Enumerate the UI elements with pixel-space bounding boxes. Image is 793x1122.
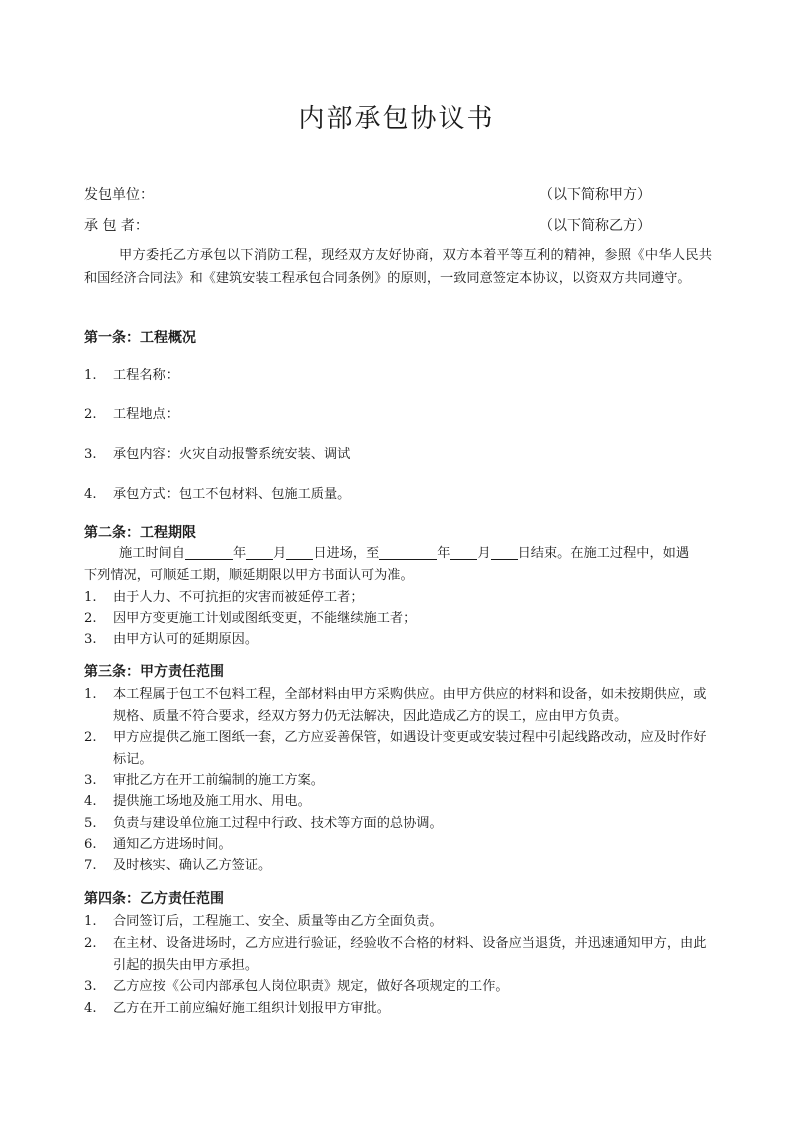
article3-item xyxy=(84,834,714,856)
article4-item xyxy=(84,998,714,1020)
item-number: 3. xyxy=(84,773,97,788)
article1-item xyxy=(84,444,714,465)
item-number: 6. xyxy=(84,837,97,852)
item-text: 承包方式：包工不包材料、包施工质量。 xyxy=(113,487,351,502)
contractor-line xyxy=(84,184,664,204)
article3-item xyxy=(84,791,714,813)
start-month-blank[interactable] xyxy=(246,545,273,560)
article3-item xyxy=(84,855,714,877)
article2-item xyxy=(84,629,714,651)
item-number: 3. xyxy=(84,979,97,994)
article1-item xyxy=(84,484,714,505)
article1-item xyxy=(84,365,714,386)
item-text: 通知乙方进场时间。 xyxy=(113,837,232,852)
item-text: 在主材、设备进场时，乙方应进行验证，经验收不合格的材料、设备应当退货，并迅速通知甲方，由此引起的损失由甲方承担。 xyxy=(113,936,707,973)
item-text: 本工程属于包工不包料工程，全部材料由甲方采购供应。由甲方供应的材料和设备，如未按期供应，或规格、质量不符合要求，经双方努力仍无法解决，因此造成乙方的误工，应由甲方负责。 xyxy=(113,687,707,724)
article4-item xyxy=(84,976,714,998)
article3-item xyxy=(84,770,714,792)
article3-item xyxy=(84,727,714,770)
item-number: 3. xyxy=(84,447,97,462)
enter-day-text: 日进场，至 xyxy=(313,546,380,561)
item-text: 提供施工场地及施工用水、用电。 xyxy=(113,794,311,809)
article3-heading: 第三条：甲方责任范围 xyxy=(84,664,224,680)
item-text: 负责与建设单位施工过程中行政、技术等方面的总协调。 xyxy=(113,816,443,831)
item-text: 由于人力、不可抗拒的灾害而被延停工者； xyxy=(113,590,364,605)
article2-time-line xyxy=(84,543,714,565)
item-text: 工程地点： xyxy=(113,407,179,422)
item-number: 1. xyxy=(84,914,97,929)
item-text: 及时核实、确认乙方签证。 xyxy=(113,858,272,873)
end-day-text: 日结束。在施工过程中，如遇 xyxy=(517,546,690,561)
item-text: 甲方应提供乙施工图纸一套，乙方应妥善保管，如遇设计变更或安装过程中引起线路改动，应及时作好标记。 xyxy=(113,730,707,767)
item-text: 乙方应按《公司内部承包人岗位职责》规定，做好各项规定的工作。 xyxy=(113,979,509,994)
article1-item xyxy=(84,404,714,425)
article4-heading: 第四条：乙方责任范围 xyxy=(84,891,224,907)
start-year-blank[interactable] xyxy=(185,545,233,560)
contractor-note: （以下简称甲方） xyxy=(539,187,651,203)
item-text: 因甲方变更施工计划或图纸变更，不能继续施工者； xyxy=(113,611,417,626)
end-month-blank[interactable] xyxy=(450,545,477,560)
item-number: 2. xyxy=(84,936,97,951)
month-text: 月 xyxy=(477,546,491,561)
item-number: 1. xyxy=(84,590,97,605)
item-number: 1. xyxy=(84,687,97,702)
article2-continuation: 下列情况，可顺延工期，顺延期限以甲方书面认可为准。 xyxy=(84,568,414,583)
article3-item xyxy=(84,813,714,835)
time-start-text: 施工时间自 xyxy=(119,546,185,561)
item-number: 7. xyxy=(84,858,97,873)
subcontractor-line xyxy=(84,215,664,235)
item-text: 工程名称： xyxy=(113,368,179,383)
article2-heading: 第二条：工程期限 xyxy=(84,525,196,541)
item-text: 审批乙方在开工前编制的施工方案。 xyxy=(113,773,324,788)
year-text: 年 xyxy=(437,546,451,561)
article2-item xyxy=(84,608,714,630)
item-number: 1. xyxy=(84,368,97,383)
end-year-blank[interactable] xyxy=(379,545,437,560)
item-number: 3. xyxy=(84,632,97,647)
item-number: 2. xyxy=(84,730,97,745)
article4-item xyxy=(84,933,714,976)
year-text: 年 xyxy=(232,546,247,561)
intro-paragraph: 甲方委托乙方承包以下消防工程，现经双方友好协商，双方本着平等互利的精神，参照《中华人民共和国经济合同法》和《建筑安装工程承包合同条例》的原则，一致同意签定本协议，以资双方共同遵守。 xyxy=(84,248,712,286)
item-text: 合同签订后，工程施工、安全、质量等由乙方全面负责。 xyxy=(113,914,443,929)
contractor-label: 发包单位： xyxy=(84,187,154,203)
item-text: 承包内容：火灾自动报警系统安装、调试 xyxy=(113,447,351,462)
article2-item xyxy=(84,587,714,609)
item-number: 2. xyxy=(84,407,97,422)
subcontractor-note: （以下简称乙方） xyxy=(539,218,651,234)
item-number: 2. xyxy=(84,611,97,626)
end-day-blank[interactable] xyxy=(491,545,518,560)
subcontractor-label: 承 包 者： xyxy=(84,218,149,234)
month-text: 月 xyxy=(273,546,287,561)
item-text: 乙方在开工前应编好施工组织计划报甲方审批。 xyxy=(113,1001,390,1016)
article3-item xyxy=(84,684,714,727)
document-title: 内部承包协议书 xyxy=(298,104,495,134)
article4-item xyxy=(84,911,714,933)
item-number: 4. xyxy=(84,487,97,502)
item-number: 4. xyxy=(84,794,97,809)
item-number: 4. xyxy=(84,1001,97,1016)
item-number: 5. xyxy=(84,816,97,831)
article1-heading: 第一条：工程概况 xyxy=(84,330,196,346)
start-day-blank[interactable] xyxy=(286,545,313,560)
item-text: 由甲方认可的延期原因。 xyxy=(113,632,259,647)
